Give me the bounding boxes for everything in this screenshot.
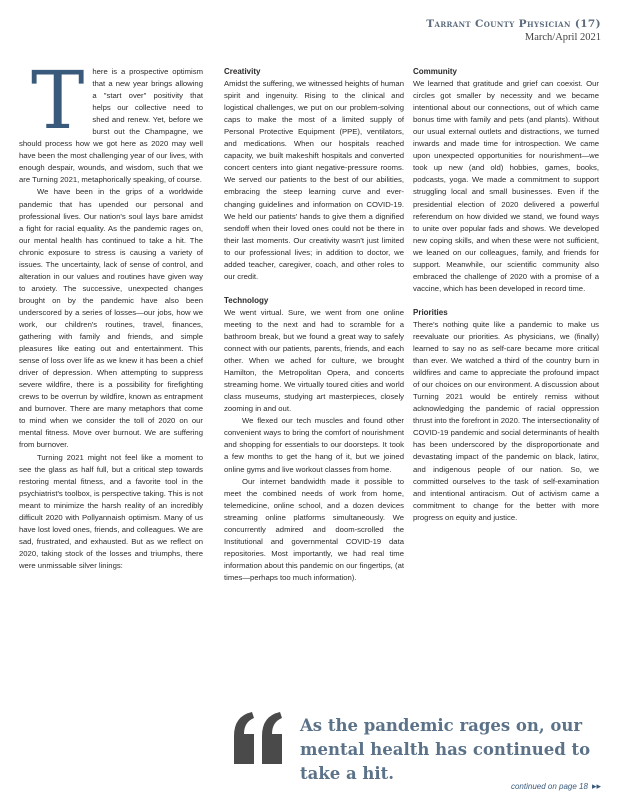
- creativity-heading: Creativity: [224, 67, 261, 76]
- creativity-text: Amidst the suffering, we witnessed heights of human spirit and ingenuity. Rising to the clinical and logistical challenges, we put on our problem-solving caps to make the most of a limited supply of Personal Protective Equipment (PPE), ventilators, and medications. When our hospitals reached capacity, we built makeshift hospitals and converted concert centers into giant negative-pressure rooms. We served our patients to the best of our abilities, embracing the steep learning curve and ever-changing guidelines and information on COVID-19. We held our patients' hands to give them a dignified sendoff when their loved ones could not be there in their last moments. Our creativity wasn't just limited to our professional lives; in addition to doctor, we added teacher, caregiver, coach, and other roles to our credit.: [224, 79, 404, 281]
- technology-paragraph-1: We went virtual. Sure, we went from one online meeting to the next and had to scramble for a bathroom break, but we found a great way to safely connect with our patients, parents, friends, and each other. When we ached for culture, we brought Hamilton, the Metropolitan Opera, and concerts streaming home. We virtually toured cities and world class museums, studying art masterpieces, closely zooming in and out.: [224, 307, 404, 414]
- quote-mark-icon: [230, 706, 290, 776]
- priorities-text: There's nothing quite like a pandemic to make us reevaluate our priorities. As physicians, we (finally) learned to say no as self-care became more critical than ever. We watched a third of the country burn in wildfires and came to appreciate the profound impact of our choices on our environment. A discussion about Turning 2021 would be entirely remiss without acknowledging the pandemic of racial oppression thrust into the forefront in 2020. The intersectionality of COVID-19 pandemic and social determinants of health has been underscored by the disproportionate and devastating impact of the pandemic on black, latinx, and indigenous people of our nation. So, we committed ourselves to the task of self-examination and intentional antiracism. Out of activism came a commitment to change for the better with more progress on equity and justice.: [413, 319, 599, 522]
- community-text: We learned that gratitude and grief can coexist. Our circles got smaller by necessity and we became intentional about our connections, out of which came bonus time with family and pets (and plants). Without our usual external outlets and distractions, we turned inwards and made time for introspection. We came upon unexpected opportunities for nourishment—we took up new (and old) hobbies, games, books, podcasts, yoga. We made a commitment to support struggling local and small businesses. Even if the presidential election of 2020 delivered a powerful referendum on how divided we stand, we found ways to unite over popular fads and shows. We developed new coping skills, and when these were not sufficient, we leaned on our colleagues, family, and friends for support. Meanwhile, our scientific community also embraced the challenge of 2020 with a promise of a vaccine, which has been developed in record time.: [413, 79, 599, 293]
- double-arrow-icon: ▸▸: [591, 781, 601, 791]
- pull-quote: [230, 712, 610, 783]
- technology-paragraph-2: We flexed our tech muscles and found other convenient ways to bring the comfort of nourishment and shopping for essentials to our doorsteps. It took a few months to get the hang of it, but we joined online gyms and live workout classes from home.: [224, 416, 404, 474]
- intro-paragraph-3: Turning 2021 might not feel like a moment to see the glass as half full, but a critical step towards restoring mental fitness, and a favorite tool in the psychiatrist's toolbox, is perspective taking. This is not meant to minimize the harsh reality of an incredibly difficult 2020 with Pollyannaish optimism. Many of us have lost loved ones, friends, and colleagues. We are sad, frustrated, and exhausted. But as we reflect on 2020, taking stock of the losses and triumphs, there were unmissable silver linings:: [19, 452, 203, 570]
- pull-quote-text: As the pandemic rages on, our mental health has continued to take a hit.: [300, 716, 591, 783]
- publication-title: Tarrant County Physician (17): [426, 18, 601, 30]
- community-heading: Community: [413, 67, 457, 76]
- column-2: [224, 66, 404, 584]
- priorities-heading: Priorities: [413, 307, 448, 317]
- technology-heading: Technology: [224, 295, 269, 305]
- technology-paragraph-3: Our internet bandwidth made it possible to meet the combined needs of work from home, telemedicine, online school, and a dozen devices streaming online platforms simultaneously. We concurrently admired and doom-scrolled the Institutional and governmental COVID-19 data repositories. Most importantly, we had real time information about this pandemic on our fingertips, (at times—perhaps too much information).: [224, 476, 404, 582]
- column-1: [19, 54, 203, 572]
- issue-date: March/April 2021: [524, 32, 601, 43]
- continued-text: continued on page 18: [510, 782, 588, 791]
- continued-link[interactable]: [511, 781, 601, 792]
- intro-paragraph-2: We have been in the grips of a worldwide pandemic that has upended our personal and professional lives. Our nation's soul lays bare amidst a fight for racial equality. As the pandemic rages on, our mental health has continued to take a hit. The chronic exposure to stress is causing a variety of issues. The uncertainty, lack of sense of control, and alteration in our values and routines have given way to anxiety. The successive, unexpected changes brought on by the pandemic have also been underscored by a series of losses—our jobs, how we work, our children's routines, travel, finances, gathering with family and friends, and simple pleasures like eating out and entertainment. This sense of loss over life as we knew it has been a chief driver of depression. When attempting to suppress severe wildfire, there is a possibility for firefighting crews to be overrun by wildfire, known as entrapment and burnover. There are many metaphors that come to mind when we consider the toll of 2020 on our mental fitness. Move over burnout. We are suffering from burnover.: [19, 187, 203, 450]
- page-header: [426, 18, 601, 43]
- column-3: [413, 66, 599, 524]
- intro-paragraph-1: here is a prospective optimism that a new year brings allowing a "start over" positivity that helps our collective need to shed and renew. Yet, before we burst out the Champagne, we should process how we got here as 2020 may well have been the most challenging year of our lives, with enough despair, wounds, and wisdom, such that we are Turning 2021, metaphorically speaking, of course.: [19, 67, 203, 185]
- drop-cap: T: [31, 54, 85, 147]
